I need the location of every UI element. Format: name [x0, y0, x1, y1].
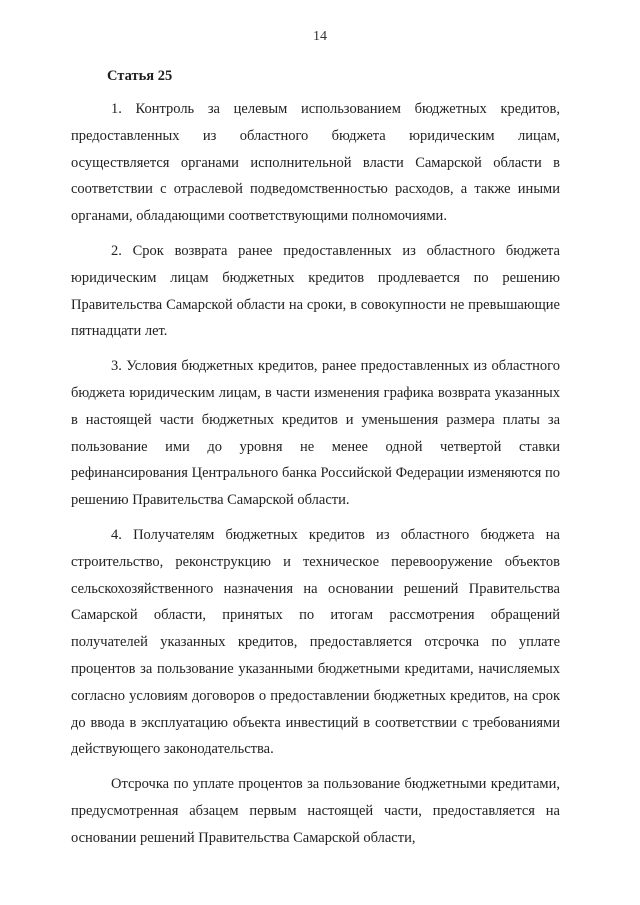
paragraph-1: 1. Контроль за целевым использованием бюджетных кредитов, предоставленных из областного бюджета юридическим лицам, осуществляется органами исполнительной власти Самарской области в соответствии с отраслевой подведомственностью расходов, а также иными органами, обладающими соответствующими полномочиями.	[71, 101, 560, 225]
article-body	[71, 66, 560, 860]
paragraph-3: 3. Условия бюджетных кредитов, ранее предоставленных из областного бюджета юридическим лицам, в части изменения графика возврата указанных в настоящей части бюджетных кредитов и уменьшения размера платы за пользование ими до уровня не менее одной четвертой ставки рефинансирования Центрального банка Российской Федерации изменяются по решению Правительства Самарской области.	[71, 358, 560, 509]
page-number: 14	[313, 29, 327, 44]
paragraph-4: 4. Получателям бюджетных кредитов из областного бюджета на строительство, реконструкцию и техническое перевооружение объектов сельскохозяйственного назначения на основании решений Правительства Самарской области, принятых по итогам рассмотрения обращений получателей указанных кредитов, предоставляется отсрочка по уплате процентов за пользование указанными бюджетными кредитами, начисляемых согласно условиям договоров о предоставлении бюджетных кредитов, на срок до ввода в эксплуатацию объекта инвестиций в соответствии с требованиями действующего законодательства.	[71, 526, 560, 758]
paragraph-5: Отсрочка по уплате процентов за пользование бюджетными кредитами, предусмотренная абзацем первым настоящей части, предоставляется на основании решений Правительства Самарской области,	[71, 776, 560, 846]
paragraph-2: 2. Срок возврата ранее предоставленных из областного бюджета юридическим лицам бюджетных кредитов продлевается по решению Правительства Самарской области на сроки, в совокупности не превышающие пятнадцати лет.	[71, 242, 560, 340]
article-heading: Статья 25	[107, 68, 173, 84]
